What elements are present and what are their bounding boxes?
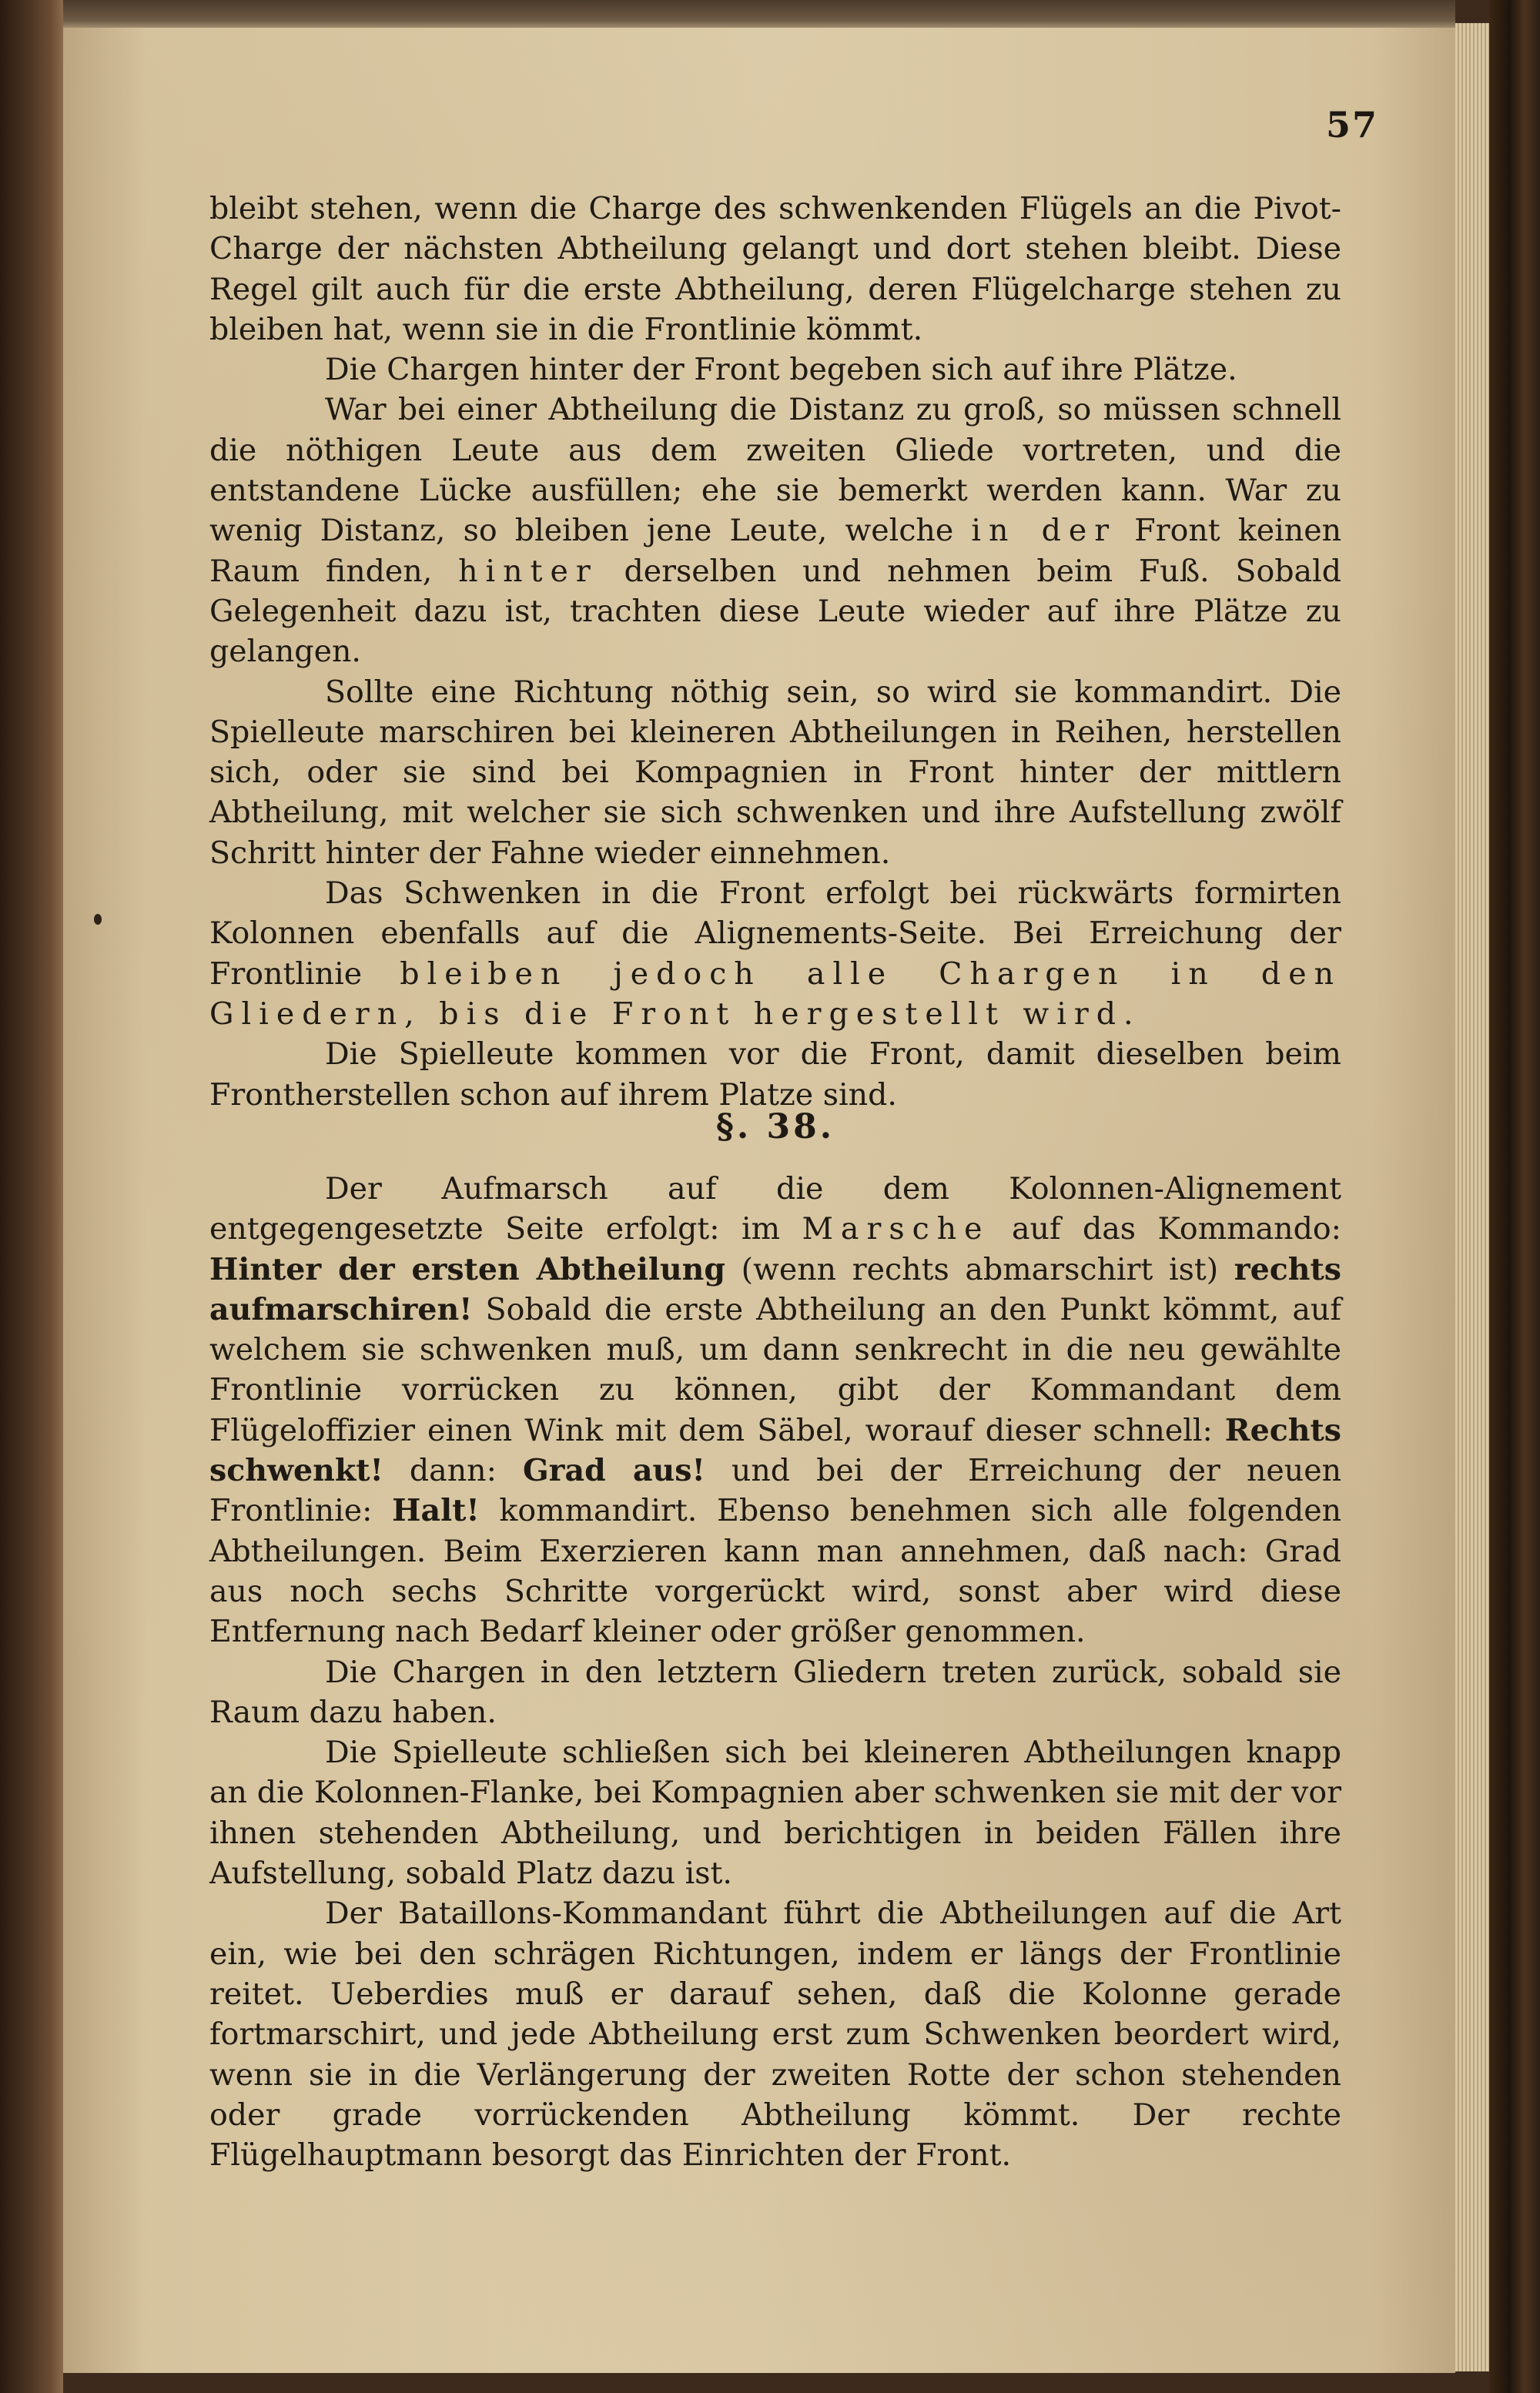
paragraph (209, 1169, 1341, 1652)
text-block-top (209, 189, 1341, 1115)
paragraph: Der Bataillons-Kommandant führt die Abtheilungen auf die Art ein, wie bei den schrägen Richtungen, indem er längs der Frontlinie reitet. Ueberdies muß er darauf sehen, daß die Kolonne gerade fortmarschirt, und jede Abtheilung erst zum Schwenken beordert wird, wenn sie in die Verlängerung der zweiten Rotte der schon stehenden oder grade vorrückenden Abtheilung kömmt. Der rechte Flügelhauptmann besorgt das Einrichten der Front. (209, 1896, 1341, 2174)
text-run: Front keinen Raum finden, (209, 513, 1342, 589)
spaced-text: Marsche (802, 1211, 990, 1247)
paragraph: Die Spielleute schließen sich bei kleineren Abtheilungen knapp an die Kolonnen-Flanke, bei Kompagnien aber schwenken sie mit der vor ihnen stehenden Abtheilung, und berichtigen in beiden Fällen ihre Aufstellung, sobald Platz dazu ist. (209, 1735, 1341, 1892)
text-run: Der Aufmarsch auf die dem Kolonnen-Alignement entgegengesetzte Seite erfolgt: im (209, 1171, 1341, 1247)
text-run: derselben und nehmen beim Fuß. Sobald Gelegenheit dazu ist, trachten diese Leute wieder auf ihre Plätze zu gelangen. (209, 553, 1342, 670)
command-text: Rechts schwenkt! (209, 1412, 1341, 1489)
text-run: War bei einer Abtheilung die Distanz zu groß, so müssen schnell die nöthigen Leute aus dem zweiten Gliede vortreten, und die entstandene Lücke ausfüllen; ehe sie bemerkt werden kann. War zu wenig Distanz, so bleiben jene Leute, welche (209, 392, 1341, 549)
section-heading: §. 38. (715, 1107, 835, 1146)
paragraph: Die Chargen in den letztern Gliedern treten zurück, sobald sie Raum dazu haben. (209, 1654, 1341, 1730)
paragraph: Die Chargen hinter der Front begeben sich auf ihre Plätze. (325, 352, 1237, 388)
text-run: Sobald die erste Abtheilung an den Punkt kömmt, auf welchem sie schwenken muß, um dann senkrecht in die neu gewählte Frontlinie vorrücken zu können, gibt der Kommandant dem Flügeloffizier einen Wink mit dem Säbel, worauf dieser schnell: (209, 1291, 1341, 1448)
book-cover (1489, 0, 1540, 2393)
text-run: Das Schwenken in die Front erfolgt bei rückwärts formirten Kolonnen ebenfalls auf die Alignements-Seite. Bei Erreichung der Frontlinie (209, 875, 1341, 992)
text-run: auf das Kommando: (1011, 1211, 1341, 1247)
book-spine (0, 0, 63, 2393)
text-block-bottom (209, 1169, 1341, 2175)
text-run: dann: (409, 1453, 497, 1489)
text-run: kommandirt. Ebenso benehmen sich alle folgenden Abtheilungen. Beim Exerzieren kann man annehmen, daß nach: Grad aus noch sechs Schritte vorgerückt wird, sonst aber wird diese Entfernung nach Bedarf kleiner oder größer genommen. (209, 1493, 1342, 1650)
margin-mark (94, 914, 102, 925)
spaced-text: hinter (458, 553, 598, 589)
paragraph (209, 390, 1341, 671)
page-edges (1455, 23, 1489, 2371)
spaced-text: in der (971, 513, 1117, 549)
command-text: Grad aus! (522, 1453, 705, 1489)
paragraph: Die Spielleute kommen vor die Front, damit dieselben beim Frontherstellen schon auf ihrem Platze sind. (209, 1036, 1341, 1113)
paragraph: Sollte eine Richtung nöthig sein, so wird sie kommandirt. Die Spielleute marschiren bei kleineren Abtheilungen in Reihen, herstellen sich, oder sie sind bei Kompagnien in Front hinter der mittlern Abtheilung, mit welcher sie sich schwenken und ihre Aufstellung zwölf Schritt hinter der Fahne wieder einnehmen. (209, 674, 1341, 871)
command-text: rechts aufmarschiren! (209, 1251, 1341, 1327)
paragraph (209, 873, 1341, 1034)
paragraph: bleibt stehen, wenn die Charge des schwenkenden Flügels an die Pivot-Charge der nächsten Abtheilung gelangt und dort stehen bleibt. Diese Regel gilt auch für die erste Abtheilung, deren Flügelcharge stehen zu bleiben hat, wenn sie in die Frontlinie kömmt. (209, 191, 1341, 347)
spaced-text: bleiben jedoch alle Chargen in den Gliedern, bis die Front hergestellt wird. (209, 956, 1342, 1032)
text-run: und bei der Erreichung der neuen Frontlinie: (209, 1453, 1342, 1529)
text-run: (wenn rechts abmarschirt ist) (741, 1251, 1219, 1287)
page-number: 57 (1325, 104, 1378, 146)
command-text: Halt! (392, 1493, 480, 1529)
command-text: Hinter der ersten Abtheilung (209, 1251, 725, 1287)
